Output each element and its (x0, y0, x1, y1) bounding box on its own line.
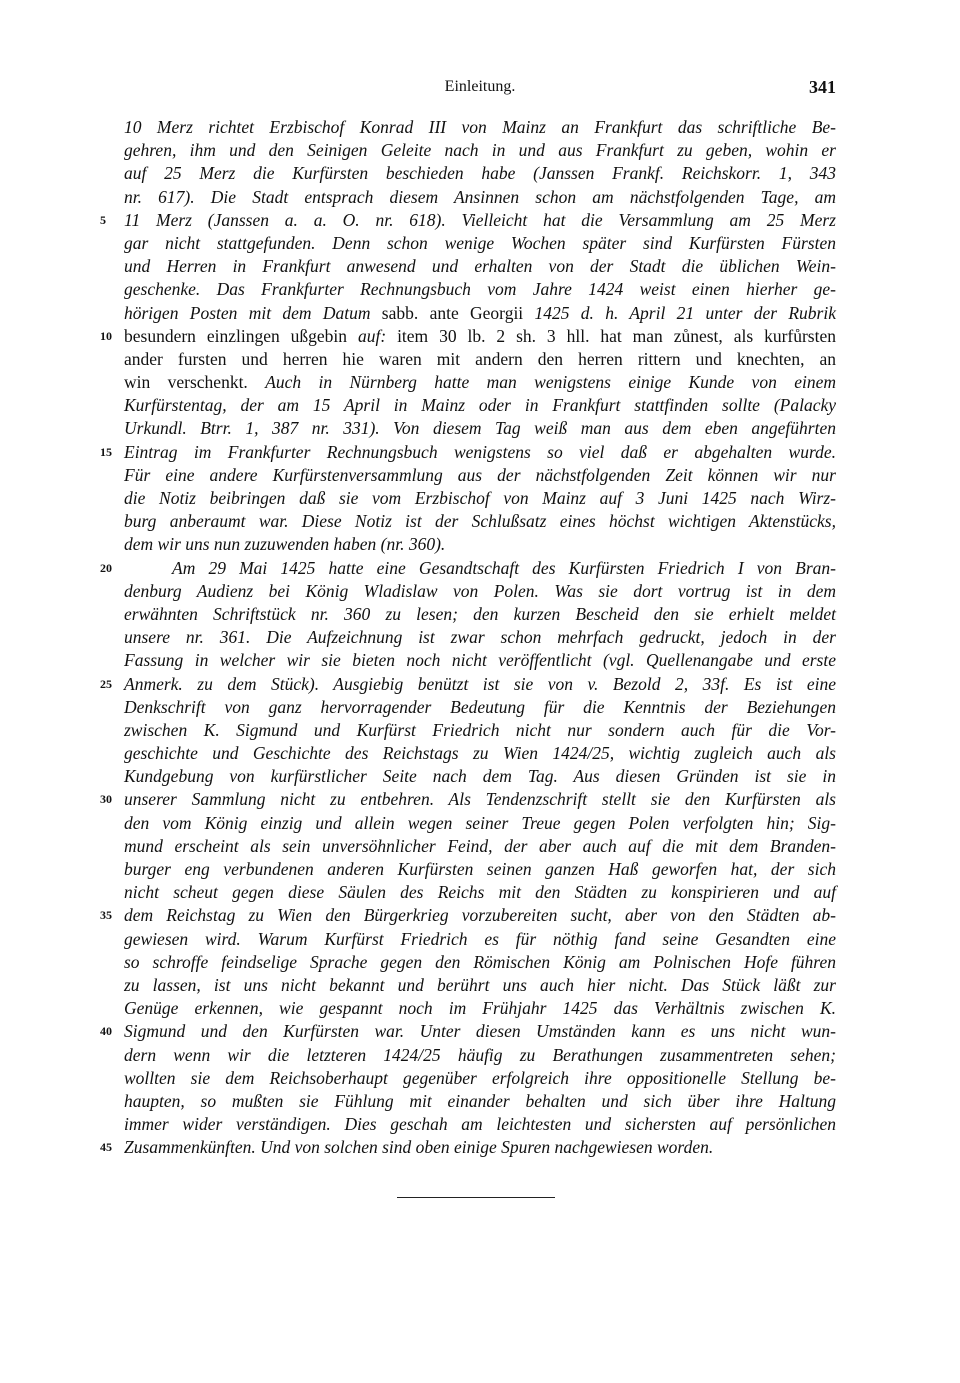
text-line (124, 580, 836, 603)
text-line (124, 928, 836, 951)
text-segment: Fassung in welcher wir sie bieten noch nicht veröffentlicht (vgl. Quellenangabe und erste (124, 650, 836, 671)
line-number: 20 (100, 560, 112, 575)
text-line (100, 1136, 836, 1159)
text-line (124, 812, 836, 835)
text-segment: Für eine andere Kurfürstenversammlung aus der nächstfolgenden Zeit können wir nur (124, 464, 836, 485)
text-line (100, 1020, 836, 1043)
text-line (124, 1113, 836, 1136)
line-number: 35 (100, 908, 112, 923)
text-line (124, 951, 836, 974)
text-segment: mund erscheint als sein unversöhnlicher Feind, der aber auch auf die mit dem Branden- (124, 835, 836, 856)
text-line (124, 371, 836, 394)
text-segment: nr. 617). Die Stadt entsprach diesem Ansinnen schon am nächstfolgenden Tage, am (124, 186, 836, 207)
text-segment: Denkschrift von ganz hervorragender Bedeutung für die Kenntnis der Beziehungen (124, 696, 836, 717)
text-segment: Kundgebung von kurfürstlicher Seite nach dem Tag. Aus diesen Gründen ist sie in (124, 766, 836, 787)
text-segment: 1425 d. h. April 21 unter der Rubrik (534, 302, 836, 323)
line-number: 30 (100, 792, 112, 807)
text-segment: geschichte und Geschichte des Reichstags zu Wien 1424/25, wichtig zugleich auch als (124, 743, 836, 764)
text-line (124, 997, 836, 1020)
text-line (100, 673, 836, 696)
text-segment: Zusammenkünften. Und von solchen sind oben einige Spuren nachgewiesen worden. (124, 1137, 714, 1158)
line-number: 45 (100, 1140, 112, 1155)
text-line (100, 325, 836, 348)
text-segment: 10 Merz richtet Erzbischof Konrad III von Mainz an Frankfurt das schriftliche Be- (124, 117, 836, 137)
text-line (124, 255, 836, 278)
text-segment: ander fursten und herren hie waren mit andern den herren rittern und knechten, an (124, 348, 836, 369)
text-line (124, 464, 836, 487)
text-line (100, 557, 836, 580)
text-line (124, 974, 836, 997)
text-segment: geschenke. Das Frankfurter Rechnungsbuch vom Jahre 1424 weist einen hierher ge- (124, 279, 836, 300)
page-header (124, 78, 836, 102)
text-line (124, 881, 836, 904)
text-segment: denburg Audienz bei König Wladislaw von Polen. Was sie dort vortrug ist in dem (124, 580, 836, 601)
text-line (100, 904, 836, 927)
text-segment: sabb. ante Georgii (381, 302, 535, 323)
text-line (124, 1044, 836, 1067)
text-segment: Kurfürstentag, der am 15 April in Mainz oder in Frankfurt stattfinden sollte (Palacky (124, 395, 836, 416)
text-segment: Am 29 Mai 1425 hatte eine Gesandtschaft des Kurfürsten Friedrich I von Bran- (172, 557, 836, 578)
text-line (124, 232, 836, 255)
line-number: 15 (100, 444, 112, 459)
text-line (124, 417, 836, 440)
running-title: Einleitung. (444, 78, 516, 95)
text-line (100, 209, 836, 232)
text-segment: Genüge erkennen, wie gespannt noch im Frühjahr 1425 das Verhältnis zwischen K. (124, 998, 836, 1019)
text-line (124, 302, 836, 325)
text-segment: win verschenkt. (124, 372, 266, 393)
text-segment: Urkundl. Btrr. 1, 387 nr. 331). Von diesem Tag weiß man aus dem eben angeführten (124, 418, 836, 439)
text-line (124, 394, 836, 417)
text-line (124, 858, 836, 881)
text-segment: gehren, ihm und den Seinigen Geleite nach in und aus Frankfurt zu geben, wohin er (124, 140, 836, 161)
text-segment: gewiesen wird. Warum Kurfürst Friedrich es für nöthig fand seine Gesandten eine (124, 928, 836, 949)
text-segment: burg anberaumt war. Diese Notiz ist der Schlußsatz eines höchst wichtigen Aktenstücks, (124, 511, 836, 532)
line-number: 5 (100, 212, 106, 227)
text-line (124, 348, 836, 371)
text-segment: gar nicht stattgefunden. Denn schon wenige Wochen später sind Kurfürsten Fürsten (124, 232, 836, 253)
text-segment: dem Reichstag zu Wien den Bürgerkrieg vorzubereiten sucht, aber von den Städten ab- (124, 905, 836, 926)
text-line (124, 1067, 836, 1090)
text-segment: unserer Sammlung nicht zu entbehren. Als Tendenzschrift stellt sie den Kurfürsten als (124, 789, 836, 810)
text-line (124, 510, 836, 533)
text-segment: Auch in Nürnberg hatte man wenigstens einige Kunde von einem (265, 372, 836, 393)
text-line (100, 441, 836, 464)
text-line (124, 696, 836, 719)
text-line (124, 487, 836, 510)
line-number: 40 (100, 1024, 112, 1039)
text-segment: zu lassen, ist uns nicht bekannt und berührt uns auch hier nicht. Das Stück läßt zur (124, 974, 836, 995)
text-segment: zwischen K. Sigmund und Kurfürst Friedrich nicht nur sondern auch für die Vor- (124, 719, 836, 740)
text-segment: den vom König einzig und allein wegen seiner Treue gegen Polen verfolgten hin; Sig- (124, 812, 836, 833)
text-line (124, 603, 836, 626)
text-line (124, 835, 836, 858)
text-segment: item 30 lb. 2 sh. 3 hll. hat man zůnest, als kurfůrsten (397, 325, 836, 346)
text-segment: Eintrag im Frankfurter Rechnungsbuch wenigstens so viel daß er abgehalten wurde. (124, 441, 836, 462)
page-number: 341 (809, 77, 836, 97)
text-line (124, 719, 836, 742)
text-segment: haupten, so mußten sie Fühlung mit einander behalten und sich über ihre Haltung (124, 1090, 836, 1111)
text-segment: besundern einzlingen ußgebin (124, 325, 358, 346)
text-segment: dem wir uns nun zuzuwenden haben (nr. 360). (124, 534, 446, 555)
text-line (124, 278, 836, 301)
text-segment: hörigen Posten mit dem Datum (124, 302, 382, 323)
text-segment: auf: (357, 325, 398, 346)
text-segment: auf 25 Merz die Kurfürsten beschieden habe (Janssen Frankf. Reichskorr. 1, 343 (124, 163, 836, 184)
text-line (124, 765, 836, 788)
line-number: 10 (100, 328, 112, 343)
text-line (124, 162, 836, 185)
text-segment: dern wenn wir die letzteren 1424/25 häufig zu Berathungen zusammentreten sehen; (124, 1044, 836, 1065)
text-segment: burger eng verbundenen anderen Kurfürsten seinen ganzen Haß geworfen hat, der sich (124, 859, 836, 879)
text-segment: Anmerk. zu dem Stück). Ausgiebig benützt ist sie von v. Bezold 2, 33f. Es ist eine (124, 673, 836, 694)
text-line (100, 788, 836, 811)
text-segment: immer wider verständigen. Dies geschah am leichtesten und sichersten auf persönlichen (124, 1114, 836, 1135)
text-line (124, 139, 836, 162)
text-line (124, 533, 836, 556)
text-segment: unsere nr. 361. Die Aufzeichnung ist zwar schon mehrfach gedruckt, jedoch in der (124, 627, 836, 648)
text-line (124, 626, 836, 649)
text-segment: Sigmund und den Kurfürsten war. Unter diesen Umständen kann es uns nicht wun- (124, 1021, 836, 1042)
text-line (124, 742, 836, 765)
text-line (124, 649, 836, 672)
text-segment: und Herren in Frankfurt anwesend und erhalten von der Stadt die üblichen Wein- (124, 256, 836, 277)
line-number: 25 (100, 676, 112, 691)
end-rule (397, 1197, 555, 1198)
text-segment: die Notiz beibringen daß sie vom Erzbischof von Mainz auf 3 Juni 1425 nach Wirz- (124, 488, 836, 508)
text-segment: erwähnten Schriftstück nr. 360 zu lesen; den kurzen Bescheid den sie erhielt meldet (124, 603, 836, 624)
text-line (124, 116, 836, 139)
text-segment: so schroffe feindselige Sprache gegen den Römischen König am Polnischen Hofe führen (124, 951, 836, 972)
body-text (100, 116, 836, 1159)
text-segment: nicht scheut gegen diese Säulen des Reichs mit den Städten zu konspirieren und auf (124, 882, 836, 903)
text-segment: wollten sie dem Reichsoberhaupt gegenüber erfolgreich ihre oppositionelle Stellung be- (124, 1067, 836, 1088)
text-line (124, 1090, 836, 1113)
text-segment: 11 Merz (Janssen a. a. O. nr. 618). Vielleicht hat die Versammlung am 25 Merz (124, 209, 836, 230)
text-line (124, 186, 836, 209)
